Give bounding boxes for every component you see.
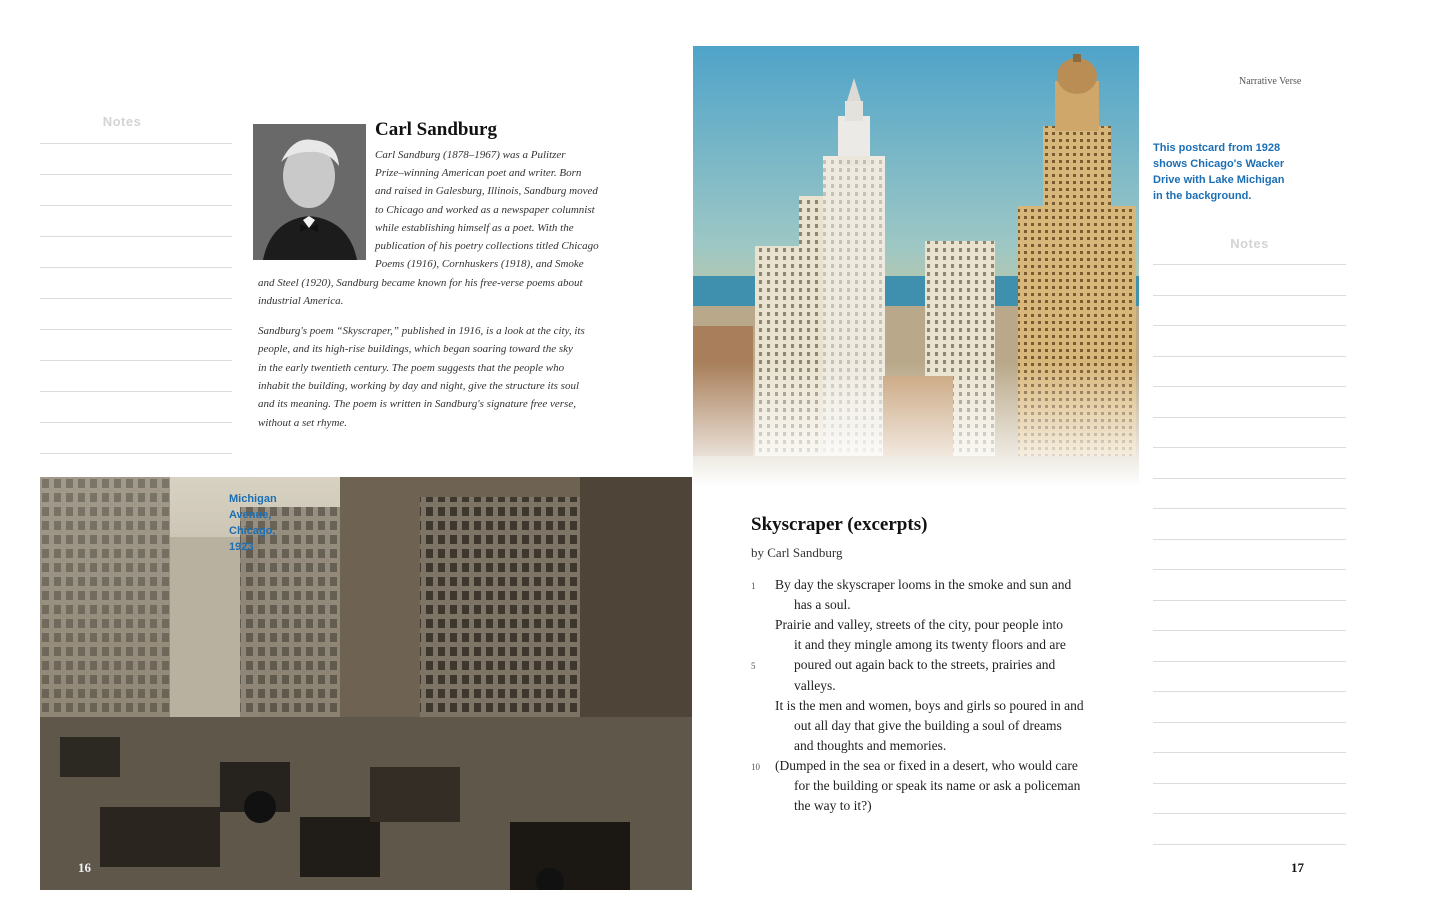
- poem-line: It is the men and women, boys and girls so poured in and: [775, 697, 1084, 713]
- intro-line: inhabit the building, working by day and night, give the structure its soul: [258, 379, 580, 392]
- caption-line: in the background.: [1153, 190, 1252, 202]
- note-rule: [1153, 813, 1346, 814]
- note-rule: [1153, 356, 1346, 357]
- postcard-caption: [1153, 140, 1284, 204]
- poem-line: By day the skyscraper looms in the smoke and sun and: [775, 577, 1072, 592]
- caption-line: Drive with Lake Michigan: [1153, 174, 1285, 186]
- note-rule: [1153, 478, 1346, 479]
- note-rule: [40, 391, 232, 392]
- note-rule: [1153, 569, 1346, 570]
- note-rule: [40, 453, 232, 454]
- poem-line: the way to it?): [794, 798, 872, 814]
- poem-byline: by Carl Sandburg: [751, 545, 843, 560]
- note-rule: [40, 298, 232, 299]
- note-rule: [40, 205, 232, 206]
- poem-line: and thoughts and memories.: [794, 737, 947, 753]
- note-rule: [1153, 783, 1346, 784]
- intro-line: without a set rhyme.: [258, 416, 348, 429]
- notes-column-left: [40, 110, 232, 460]
- note-rule: [40, 329, 232, 330]
- note-rule: [40, 236, 232, 237]
- bio-line: while establishing himself as a poet. With the: [375, 221, 574, 234]
- line-number: 5: [751, 661, 756, 672]
- note-rule: [1153, 539, 1346, 540]
- bio-line: and raised in Galesburg, Illinois, Sandburg moved: [375, 185, 598, 198]
- poem-line: for the building or speak its name or ask a policeman: [794, 778, 1081, 793]
- author-portrait: [253, 124, 366, 260]
- bio-line: Poems (1916), Cornhuskers (1918), and Smoke: [375, 258, 584, 271]
- author-name: Carl Sandburg: [375, 119, 497, 140]
- note-rule: [1153, 844, 1346, 845]
- poem-line: it and they mingle among its twenty floors and are: [794, 637, 1066, 653]
- note-rule: [1153, 295, 1346, 296]
- line-number: 1: [751, 581, 756, 591]
- notes-column-right: [1153, 230, 1346, 855]
- page-number-right: 17: [1291, 860, 1304, 875]
- bio-line: industrial America.: [258, 295, 344, 308]
- poem-line: out all day that give the building a soul of dreams: [794, 717, 1062, 733]
- michigan-avenue-photo: [40, 477, 692, 890]
- caption-line: 1923: [229, 541, 254, 553]
- caption-line: Avenue,: [229, 509, 272, 521]
- note-rule: [40, 267, 232, 268]
- line-number: 10: [751, 761, 760, 772]
- note-rule: [1153, 386, 1346, 387]
- bio-line: to Chicago and worked as a newspaper columnist: [375, 203, 595, 216]
- section-header: Narrative Verse: [1239, 76, 1302, 87]
- note-rule: [1153, 264, 1346, 265]
- caption-line: Michigan: [229, 493, 277, 505]
- caption-line: shows Chicago's Wacker: [1153, 158, 1285, 170]
- poem-line: poured out again back to the streets, prairies and: [794, 657, 1056, 673]
- page-number-left: 16: [78, 860, 91, 875]
- bio-line: Carl Sandburg (1878–1967) was a Pulitzer: [375, 149, 566, 161]
- intro-line: people, and its high-rise buildings, which began soaring toward the sky: [258, 343, 573, 356]
- note-rule: [40, 422, 232, 423]
- poem-line: Prairie and valley, streets of the city, pour people into: [775, 617, 1064, 633]
- bio-line: Prize–winning American poet and writer. Born: [375, 167, 582, 180]
- notes-label: Notes: [1230, 236, 1269, 251]
- note-rule: [1153, 325, 1346, 326]
- caption-line: Chicago,: [229, 525, 276, 537]
- note-rule: [1153, 630, 1346, 631]
- intro-line: Sandburg's poem “Skyscraper,” published in 1916, is a look at the city, its: [258, 325, 585, 337]
- note-rule: [40, 360, 232, 361]
- note-rule: [1153, 752, 1346, 753]
- photo-caption: [229, 491, 277, 555]
- poem-line: has a soul.: [794, 597, 851, 613]
- postcard-image: [693, 46, 1139, 486]
- caption-line: This postcard from 1928: [1153, 142, 1281, 154]
- poem-line: (Dumped in the sea or fixed in a desert, who would care: [775, 757, 1078, 773]
- note-rule: [1153, 661, 1346, 662]
- note-rule: [40, 143, 232, 144]
- poem-title: Skyscraper (excerpts): [751, 514, 928, 535]
- poem-line: valleys.: [794, 677, 836, 693]
- intro-line: and its meaning. The poem is written in Sandburg's signature free verse,: [258, 398, 576, 411]
- bio-line: and Steel (1920), Sandburg became known for his free-verse poems about: [258, 277, 583, 289]
- bio-line: publication of his poetry collections titled Chicago: [375, 240, 599, 252]
- note-rule: [1153, 447, 1346, 448]
- note-rule: [1153, 722, 1346, 723]
- note-rule: [1153, 600, 1346, 601]
- note-rule: [1153, 508, 1346, 509]
- note-rule: [40, 174, 232, 175]
- note-rule: [1153, 417, 1346, 418]
- intro-line: in the early twentieth century. The poem suggests that the people who: [258, 361, 565, 374]
- notes-label: Notes: [102, 114, 142, 129]
- note-rule: [1153, 691, 1346, 692]
